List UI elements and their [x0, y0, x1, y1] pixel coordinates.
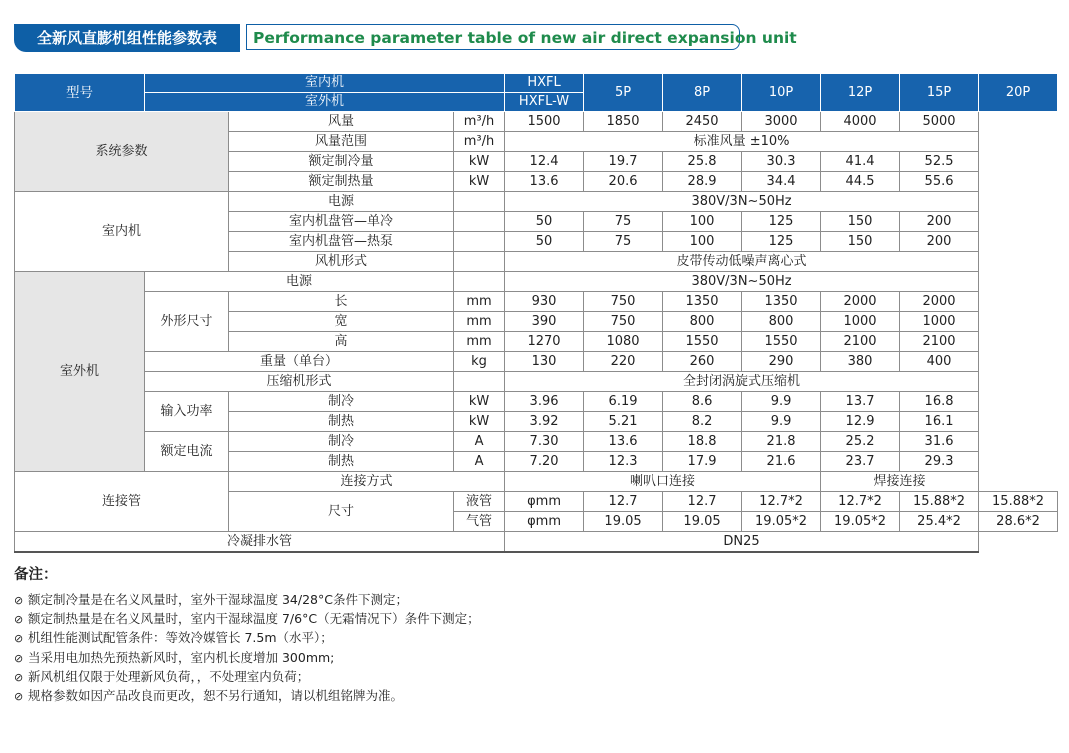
value-cell: 13.6: [584, 432, 663, 452]
value-cell: 7.30: [505, 432, 584, 452]
value-cell: 400: [900, 352, 979, 372]
size-header: 20P: [979, 74, 1058, 112]
param-label: 制冷: [229, 432, 454, 452]
unit-cell: kW: [454, 412, 505, 432]
value-cell: 41.4: [821, 152, 900, 172]
unit-cell: [454, 272, 505, 292]
table-row: [15, 352, 1058, 372]
indoor-code: HXFL: [505, 74, 584, 93]
value-cell: 1350: [663, 292, 742, 312]
value-cell: 2100: [900, 332, 979, 352]
param-label: 额定制热量: [229, 172, 454, 192]
value-cell: 75: [584, 232, 663, 252]
value-cell: 50: [505, 212, 584, 232]
unit-cell: m³/h: [454, 132, 505, 152]
table-row: [15, 392, 1058, 412]
param-label: 额定制冷量: [229, 152, 454, 172]
value-cell: 19.05: [584, 512, 663, 532]
value-cell: 100: [663, 212, 742, 232]
value-cell: 1500: [505, 112, 584, 132]
performance-table: [14, 73, 1058, 553]
value-cell: 12.4: [505, 152, 584, 172]
group-label: 系统参数: [15, 112, 229, 192]
value-cell: 30.3: [742, 152, 821, 172]
unit-cell: kW: [454, 172, 505, 192]
value-cell: 2000: [900, 292, 979, 312]
value-cell: 皮带传动低噪声离心式: [505, 252, 979, 272]
unit-cell: [454, 372, 505, 392]
unit-cell: kW: [454, 392, 505, 412]
param-label: 冷凝排水管: [15, 532, 505, 553]
unit-cell: kW: [454, 152, 505, 172]
value-cell: 25.2: [821, 432, 900, 452]
param-label: 压缩机形式: [145, 372, 454, 392]
unit-cell: A: [454, 452, 505, 472]
size-header: 12P: [821, 74, 900, 112]
param-label: 连接方式: [229, 472, 505, 492]
table-row: [15, 292, 1058, 312]
value-cell: 9.9: [742, 392, 821, 412]
value-cell: 5000: [900, 112, 979, 132]
value-cell: 3000: [742, 112, 821, 132]
value-cell: 全封闭涡旋式压缩机: [505, 372, 979, 392]
indoor-header: 室内机: [145, 74, 505, 93]
unit-cell: A: [454, 432, 505, 452]
value-cell: 34.4: [742, 172, 821, 192]
param-label: 电源: [145, 272, 454, 292]
size-header: 15P: [900, 74, 979, 112]
param-label: 高: [229, 332, 454, 352]
table-row: [15, 532, 1058, 553]
note-text: 当采用电加热先预热新风时，室内机长度增加 300mm;: [28, 649, 335, 665]
unit-cell: φmm: [505, 512, 584, 532]
unit-cell: [454, 212, 505, 232]
value-cell: 3.92: [505, 412, 584, 432]
value-cell: 1000: [821, 312, 900, 332]
value-cell: 13.7: [821, 392, 900, 412]
value-cell: 28.6*2: [979, 512, 1058, 532]
value-cell: 1000: [900, 312, 979, 332]
value-cell: 200: [900, 232, 979, 252]
param-label: 液管: [454, 492, 505, 512]
value-cell: 19.05*2: [821, 512, 900, 532]
value-cell: 12.7: [663, 492, 742, 512]
param-group-label: 额定电流: [145, 432, 229, 472]
table-row: [15, 472, 1058, 492]
group-label: 室外机: [15, 272, 145, 472]
table-row: [15, 432, 1058, 452]
value-cell: 930: [505, 292, 584, 312]
param-label: 室内机盘管—热泵: [229, 232, 454, 252]
model-header: 型号: [15, 74, 145, 112]
title-zh: 全新风直膨机组性能参数表: [14, 24, 240, 52]
note-item: [14, 591, 914, 610]
table-row: [15, 112, 1058, 132]
value-cell: 44.5: [821, 172, 900, 192]
value-cell: 4000: [821, 112, 900, 132]
value-cell: 焊接连接: [821, 472, 979, 492]
value-cell: 20.6: [584, 172, 663, 192]
circle-slash-icon: ⊘: [14, 594, 24, 607]
note-text: 额定制冷量是在名义风量时，室外干湿球温度 34/28°C条件下测定；: [28, 592, 408, 607]
param-label: 宽: [229, 312, 454, 332]
param-label: 电源: [229, 192, 454, 212]
value-cell: 750: [584, 292, 663, 312]
value-cell: 2100: [821, 332, 900, 352]
value-cell: 23.7: [821, 452, 900, 472]
value-cell: 12.7*2: [742, 492, 821, 512]
note-item: [14, 687, 914, 706]
unit-cell: m³/h: [454, 112, 505, 132]
value-cell: 31.6: [900, 432, 979, 452]
value-cell: 7.20: [505, 452, 584, 472]
value-cell: 25.4*2: [900, 512, 979, 532]
unit-cell: [454, 192, 505, 212]
unit-cell: mm: [454, 292, 505, 312]
value-cell: 8.2: [663, 412, 742, 432]
circle-slash-icon: ⊘: [14, 690, 24, 704]
value-cell: 6.19: [584, 392, 663, 412]
value-cell: 380V/3N~50Hz: [505, 192, 979, 212]
value-cell: 2450: [663, 112, 742, 132]
size-header: 10P: [742, 74, 821, 112]
value-cell: 3.96: [505, 392, 584, 412]
circle-slash-icon: ⊘: [14, 613, 24, 627]
table-header-banner: [14, 24, 797, 52]
value-cell: 52.5: [900, 152, 979, 172]
note-text: 机组性能测试配管条件：等效冷媒管长 7.5m（水平）；: [28, 630, 333, 646]
value-cell: 130: [505, 352, 584, 372]
value-cell: 380: [821, 352, 900, 372]
value-cell: 260: [663, 352, 742, 372]
value-cell: 17.9: [663, 452, 742, 472]
circle-slash-icon: ⊘: [14, 632, 24, 646]
value-cell: 1350: [742, 292, 821, 312]
value-cell: 18.8: [663, 432, 742, 452]
value-cell: 19.7: [584, 152, 663, 172]
value-cell: 喇叭口连接: [505, 472, 821, 492]
value-cell: 29.3: [900, 452, 979, 472]
param-label: 制热: [229, 412, 454, 432]
param-label: 室内机盘管—单冷: [229, 212, 454, 232]
value-cell: 150: [821, 212, 900, 232]
value-cell: 15.88*2: [900, 492, 979, 512]
value-cell: 1080: [584, 332, 663, 352]
circle-slash-icon: ⊘: [14, 670, 24, 684]
value-cell: 8.6: [663, 392, 742, 412]
table-row: [15, 372, 1058, 392]
value-cell: DN25: [505, 532, 979, 553]
unit-cell: mm: [454, 332, 505, 352]
value-cell: 15.88*2: [979, 492, 1058, 512]
value-cell: 1270: [505, 332, 584, 352]
value-cell: 12.7: [584, 492, 663, 512]
value-cell: 19.05: [663, 512, 742, 532]
value-cell: 200: [900, 212, 979, 232]
value-cell: 125: [742, 232, 821, 252]
note-text: 额定制热量是在名义风量时，室内干湿球温度 7/6°C（无霜情况下）条件下测定；: [28, 611, 480, 627]
unit-cell: [454, 232, 505, 252]
value-cell: 21.6: [742, 452, 821, 472]
value-cell: 55.6: [900, 172, 979, 192]
param-label: 长: [229, 292, 454, 312]
title-en: Performance parameter table of new air direct expansion unit: [246, 24, 740, 50]
value-cell: 21.8: [742, 432, 821, 452]
circle-slash-icon: ⊘: [14, 651, 24, 665]
value-cell: 1550: [742, 332, 821, 352]
value-cell: 800: [663, 312, 742, 332]
value-cell: 800: [742, 312, 821, 332]
param-label: 重量（单台）: [145, 352, 454, 372]
value-cell: 16.1: [900, 412, 979, 432]
outdoor-code: HXFL-W: [505, 93, 584, 112]
value-cell: 12.9: [821, 412, 900, 432]
param-label: 风量范围: [229, 132, 454, 152]
note-item: [14, 668, 914, 687]
value-cell: 290: [742, 352, 821, 372]
param-label: 风机形式: [229, 252, 454, 272]
note-item: [14, 610, 914, 629]
note-text: 新风机组仅限于处理新风负荷，，不处理室内负荷；: [28, 668, 310, 684]
table-row: [15, 272, 1058, 292]
value-cell: 390: [505, 312, 584, 332]
outdoor-header: 室外机: [145, 93, 505, 112]
value-cell: 1850: [584, 112, 663, 132]
value-cell: 125: [742, 212, 821, 232]
group-label: 室内机: [15, 192, 229, 272]
group-label: 连接管: [15, 472, 229, 532]
param-group-label: 输入功率: [145, 392, 229, 432]
notes-title: 备注：: [14, 567, 58, 583]
value-cell: 28.9: [663, 172, 742, 192]
value-cell: 19.05*2: [742, 512, 821, 532]
value-cell: 25.8: [663, 152, 742, 172]
table-row: [15, 192, 1058, 212]
param-label: 制热: [229, 452, 454, 472]
note-text: 规格参数如因产品改良而更改，恕不另行通知，请以机组铭牌为准。: [28, 688, 404, 704]
notes-section: [14, 563, 914, 706]
note-item: [14, 649, 914, 668]
value-cell: 12.3: [584, 452, 663, 472]
param-group-label: 尺寸: [229, 492, 454, 532]
value-cell: 1550: [663, 332, 742, 352]
value-cell: 220: [584, 352, 663, 372]
unit-cell: mm: [454, 312, 505, 332]
param-label: 气管: [454, 512, 505, 532]
value-cell: 标准风量 ±10%: [505, 132, 979, 152]
param-group-label: 外形尺寸: [145, 292, 229, 352]
value-cell: 75: [584, 212, 663, 232]
note-item: [14, 629, 914, 648]
param-label: 制冷: [229, 392, 454, 412]
size-header: 8P: [663, 74, 742, 112]
unit-cell: kg: [454, 352, 505, 372]
value-cell: 380V/3N~50Hz: [505, 272, 979, 292]
value-cell: 150: [821, 232, 900, 252]
value-cell: 16.8: [900, 392, 979, 412]
unit-cell: [454, 252, 505, 272]
unit-cell: φmm: [505, 492, 584, 512]
value-cell: 750: [584, 312, 663, 332]
value-cell: 50: [505, 232, 584, 252]
value-cell: 5.21: [584, 412, 663, 432]
param-label: 风量: [229, 112, 454, 132]
value-cell: 9.9: [742, 412, 821, 432]
size-header: 5P: [584, 74, 663, 112]
value-cell: 12.7*2: [821, 492, 900, 512]
value-cell: 100: [663, 232, 742, 252]
value-cell: 13.6: [505, 172, 584, 192]
value-cell: 2000: [821, 292, 900, 312]
